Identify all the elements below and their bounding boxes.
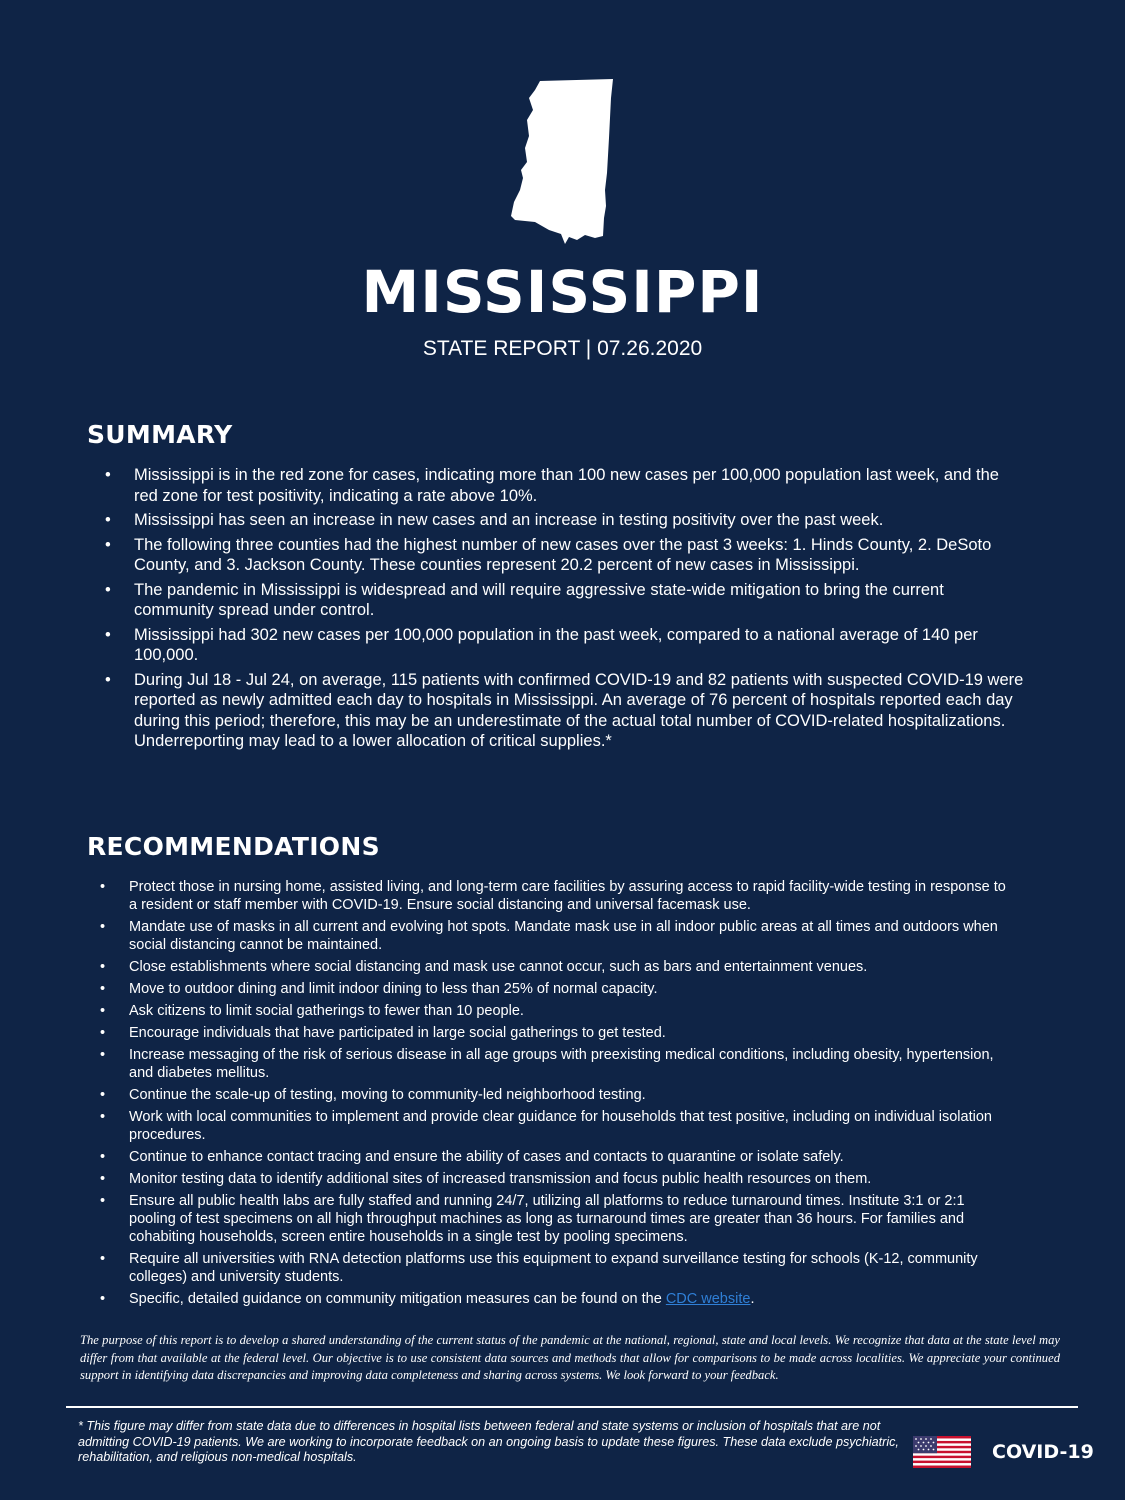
summary-item: • The pandemic in Mississippi is widespread and will require aggressive state-wide mitigation to bring the current community spread under control. — [97, 580, 1027, 621]
recommendation-item: • Mandate use of masks in all current and evolving hot spots. Mandate mask use in all indoor public areas at all times and outdoors when social distancing cannot be maintained. — [92, 918, 1012, 954]
report-date-line: STATE REPORT | 07.26.2020 — [422, 337, 703, 360]
cdc-website-link[interactable]: CDC website — [665, 1291, 751, 1307]
recommendation-item: • Monitor testing data to identify additional sites of increased transmission and focus public health resources on them. — [92, 1170, 1012, 1188]
recommendation-item: • Require all universities with RNA detection platforms use this equipment to expand surveillance testing for schools (K-12, community colleges) and university students. — [92, 1250, 1012, 1286]
recommendation-item: • Work with local communities to implement and provide clear guidance for households that test positive, including on individual isolation procedures. — [92, 1108, 1012, 1144]
report-purpose-note: The purpose of this report is to develop a shared understanding of the current status of the pandemic at the national, regional, state and local levels. We recognize that data at the state level may differ from that available at the federal level. Our objective is to use consistent data sources and methods that allow for comparisons to be made across localities. We appreciate your continued support in identifying data discrepancies and improving data completeness and sharing across systems. We look forward to your feedback. — [80, 1333, 1060, 1382]
recommendation-item: • Close establishments where social distancing and mask use cannot occur, such as bars and entertainment venues. — [92, 958, 1012, 976]
summary-item: • Mississippi had 302 new cases per 100,000 population in the past week, compared to a national average of 140 per 100,000. — [97, 625, 1027, 666]
recommendations-heading: RECOMMENDATIONS — [87, 832, 380, 861]
mississippi-map-icon — [505, 78, 620, 246]
state-title: MISSISSIPPI — [361, 258, 764, 326]
recommendation-item: • Continue to enhance contact tracing and ensure the ability of cases and contacts to quarantine or isolate safely. — [92, 1148, 1012, 1166]
recommendation-item: • Encourage individuals that have participated in large social gatherings to get tested. — [92, 1024, 1012, 1042]
recommendation-item: • Move to outdoor dining and limit indoor dining to less than 25% of normal capacity. — [92, 980, 1012, 998]
summary-item: • During Jul 18 - Jul 24, on average, 115 patients with confirmed COVID-19 and 82 patients with suspected COVID-19 were reported as newly admitted each day to hospitals in Mississippi. An average of 76 percent of hospitals reported each day during this period; therefore, this may be an underestimate of the actual total number of COVID-related hospitalizations. Underreporting may lead to a lower allocation of critical supplies.* — [97, 670, 1027, 752]
us-flag-icon — [913, 1436, 971, 1468]
recommendations-list — [92, 878, 1012, 1312]
recommendation-item: • Continue the scale-up of testing, moving to community-led neighborhood testing. — [92, 1086, 1012, 1104]
footer-divider — [66, 1406, 1078, 1408]
recommendation-item: • Increase messaging of the risk of serious disease in all age groups with preexisting medical conditions, including obesity, hypertension, and diabetes mellitus. — [92, 1046, 1012, 1082]
recommendation-item: • Ask citizens to limit social gatherings to fewer than 10 people. — [92, 1002, 1012, 1020]
recommendation-item-cdc — [92, 1290, 1012, 1308]
summary-item: • Mississippi is in the red zone for cases, indicating more than 100 new cases per 100,000 population last week, and the red zone for test positivity, indicating a rate above 10%. — [97, 465, 1027, 506]
recommendation-item: • Ensure all public health labs are fully staffed and running 24/7, utilizing all platforms to reduce turnaround times. Institute 3:1 or 2:1 pooling of test specimens on all high throughput machines as long as turnaround times are greater than 36 hours. For families and cohabiting households, screen entire households in a single test by pooling specimens. — [92, 1192, 1012, 1246]
cdc-guidance-text: Specific, detailed guidance on community mitigation measures can be found on the — [129, 1291, 666, 1307]
summary-heading: SUMMARY — [87, 420, 233, 449]
hospital-data-footnote: * This figure may differ from state data due to differences in hospital lists between federal and state systems or inclusion of hospitals that are not admitting COVID-19 patients. We are working to incorporate feedback on an ongoing basis to update these figures. These data exclude psychiatric, rehabilitation, and religious non-medical hospitals. — [78, 1419, 899, 1464]
recommendation-item: • Protect those in nursing home, assisted living, and long-term care facilities by assuring access to rapid facility-wide testing in response to a resident or staff member with COVID-19. Ensure social distancing and universal facemask use. — [92, 878, 1012, 914]
covid-brand-label: COVID-19 — [992, 1441, 1094, 1463]
summary-item: • Mississippi has seen an increase in new cases and an increase in testing positivity over the past week. — [97, 510, 1027, 531]
cdc-guidance-suffix: . — [750, 1291, 755, 1307]
summary-item: • The following three counties had the highest number of new cases over the past 3 weeks: 1. Hinds County, 2. DeSoto County, and 3. Jackson County. These counties represent 20.2 percent of new cases in Mississippi. — [97, 535, 1027, 576]
summary-list — [97, 465, 1027, 756]
